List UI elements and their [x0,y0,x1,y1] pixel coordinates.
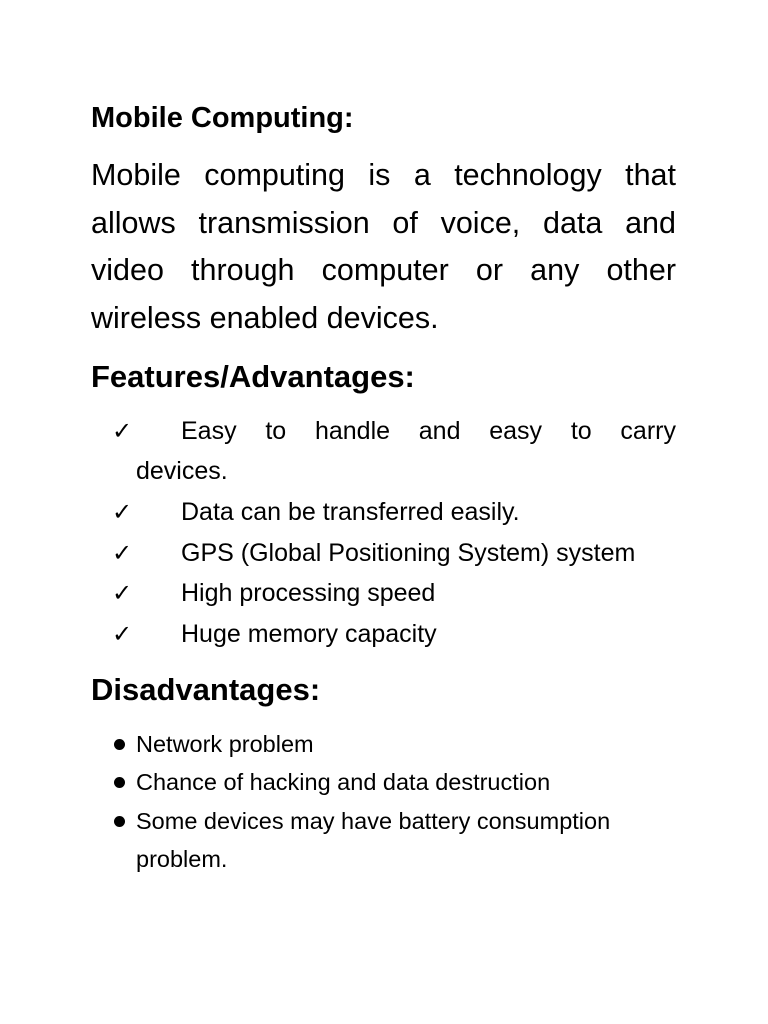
checkmark-icon: ✓ [112,417,133,445]
checkmark-icon: ✓ [112,579,133,607]
intro-paragraph: Mobile computing is a technology that allows transmission of voice, data and video through computer or any other wireless enabled devices. [91,158,676,335]
feature-item-text: Data can be transferred easily. [181,498,520,526]
feature-word: to [570,417,592,445]
checkmark-icon: ✓ [112,498,133,526]
feature-item-gps [0,537,768,577]
disadvantages-heading: Disadvantages: [91,672,321,707]
feature-item-data-transfer [0,496,768,536]
feature-item-text [181,415,676,447]
bullet-icon [114,777,125,788]
mobile-computing-heading: Mobile Computing: [91,102,354,134]
feature-item-text: GPS (Global Positioning System) system [181,539,636,567]
feature-item-processing-speed [0,577,768,617]
feature-item-continuation: devices. [136,457,228,485]
checkmark-icon: ✓ [112,539,133,567]
feature-word: easy [489,417,543,445]
disadvantage-item-text: Chance of hacking and data destruction [136,769,551,795]
feature-word: Easy [181,417,237,445]
feature-word: to [265,417,287,445]
feature-item-text: Huge memory capacity [181,620,437,648]
feature-word: carry [620,417,676,445]
checkmark-icon: ✓ [112,620,133,648]
feature-item-text: High processing speed [181,579,436,607]
disadvantage-item-continuation: problem. [136,846,228,872]
features-heading: Features/Advantages: [91,359,415,394]
bullet-icon [114,739,125,750]
feature-item-memory-capacity [0,618,768,658]
disadvantage-item-text: Some devices may have battery consumption [136,808,611,834]
bullet-icon [114,816,125,827]
feature-word: handle [314,417,391,445]
disadvantage-item-text: Network problem [136,731,314,757]
feature-word: and [418,417,461,445]
feature-item-easy-handle [0,415,768,495]
